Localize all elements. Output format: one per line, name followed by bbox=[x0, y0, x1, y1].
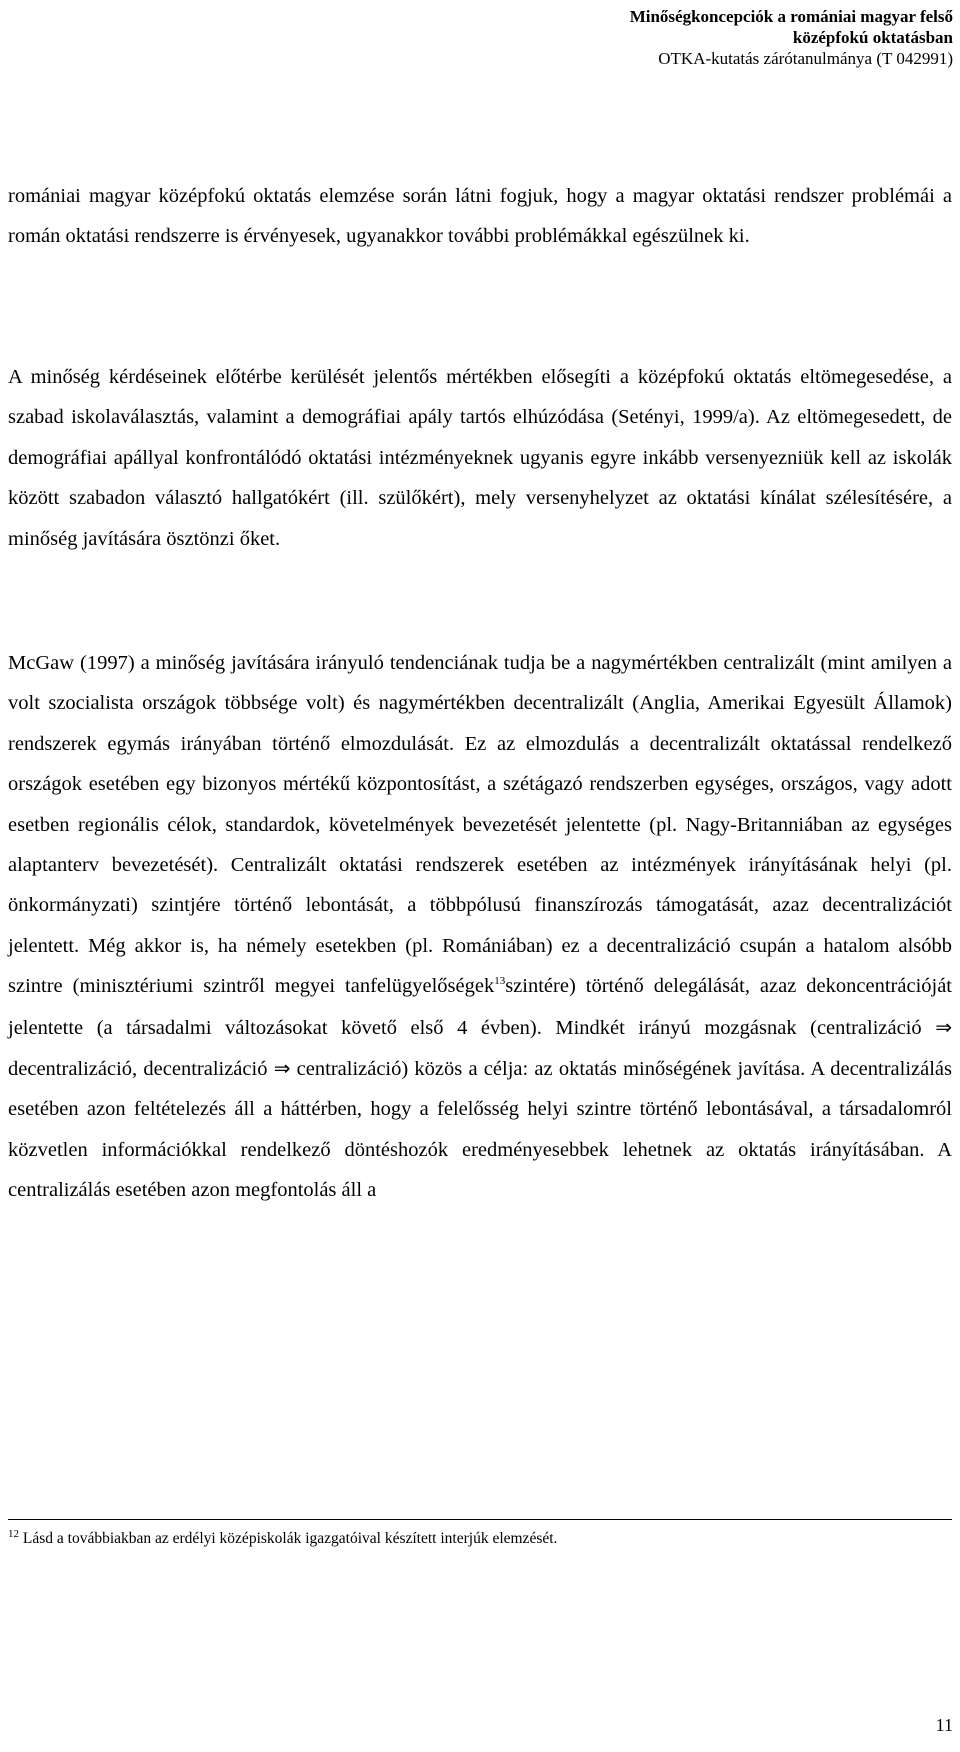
footnote-ref-13: 13 bbox=[494, 975, 506, 988]
running-header bbox=[353, 6, 953, 69]
paragraph-3-part-c: decentralizáció, decentralizáció bbox=[8, 1058, 274, 1081]
implies-arrow-icon: ⇒ bbox=[273, 1056, 291, 1081]
paragraph-3 bbox=[8, 643, 952, 1211]
page-number: 11 bbox=[935, 1715, 953, 1735]
footnote-divider bbox=[8, 1519, 952, 1520]
footnote-number: 12 bbox=[8, 1527, 19, 1540]
paragraph-1: romániai magyar középfokú oktatás elemzése során látni fogjuk, hogy a magyar oktatási rendszer problémái a román oktatási rendszerre is érvényesek, ugyanakkor további problémákkal egészülnek ki. bbox=[8, 185, 952, 248]
paragraph-3-part-b: szintére) történő delegálását, azaz dekoncentrációját jelentette (a társadalmi változásokat követő első 4 évben). Mindkét irányú mozgásnak (centralizáció bbox=[8, 975, 953, 1039]
header-project-line: OTKA-kutatás zárótanulmánya (T 042991) bbox=[658, 49, 953, 68]
paragraph-3-part-d: centralizáció) közös a célja: az oktatás minőségének javítása. A decentralizálás esetében azon feltételezés áll a háttérben, hogy a felelősség helyi szintre történő lebontásával, a társadalomról közvetlen információkkal rendelkező döntéshozók eredményesebbek lehetnek az oktatás irányításában. A centralizálás esetében azon megfontolás áll a bbox=[8, 1058, 953, 1202]
header-title-line1: Minőségkoncepciók a romániai magyar felső bbox=[629, 7, 953, 26]
header-title-line2: középfokú oktatásban bbox=[792, 28, 953, 47]
footnote-12 bbox=[8, 1528, 952, 1550]
implies-arrow-icon: ⇒ bbox=[935, 1014, 952, 1039]
paragraph-3-part-a: McGaw (1997) a minőség javítására irányuló tendenciának tudja be a nagymértékben centralizált (mint amilyen a volt szocialista országok többsége volt) és nagymértékben decentralizált (Anglia, Amerikai Egyesült Államok) rendszerek egymás irányában történő elmozdulását. Ez az elmozdulás a decentralizált oktatással rendelkező országok esetében egy bizonyos mértékű központosítást, a szétágazó rendszerben egységes, országos, vagy adott esetben regionális célok, standardok, követelmények bevezetését jelentette (pl. Nagy-Britanniában az egységes alaptanterv bevezetését). Centralizált oktatási rendszerek esetében az intézmények irányításának helyi (pl. önkormányzati) szintjére történő lebontását, a többpólusú finanszírozás támogatását, azaz decentralizációt jelentett. Még akkor is, ha némely esetekben (pl. Romániában) ez a decentralizáció csupán a hatalom alsóbb szintre (minisztériumi szintről megyei tanfelügyelőségek bbox=[8, 652, 952, 998]
footnote-text: Lásd a továbbiakban az erdélyi középiskolák igazgatóival készített interjúk elemzését. bbox=[19, 1530, 558, 1547]
paragraph-2: A minőség kérdéseinek előtérbe kerülését jelentős mértékben elősegíti a középfokú oktatás eltömegesedése, a szabad iskolaválasztás, valamint a demográfiai apály tartós elhúzódása (Setényi, 1999/a). Az eltömegesedett, de demográfiai apállyal konfrontálódó oktatási intézményeknek ugyanis egyre inkább versenyezniük kell az iskolák között szabadon választó hallgatókért (ill. szülőkért), mely versenyhelyzet az oktatási kínálat szélesítésére, a minőség javítására ösztönzi őket. bbox=[8, 366, 952, 550]
